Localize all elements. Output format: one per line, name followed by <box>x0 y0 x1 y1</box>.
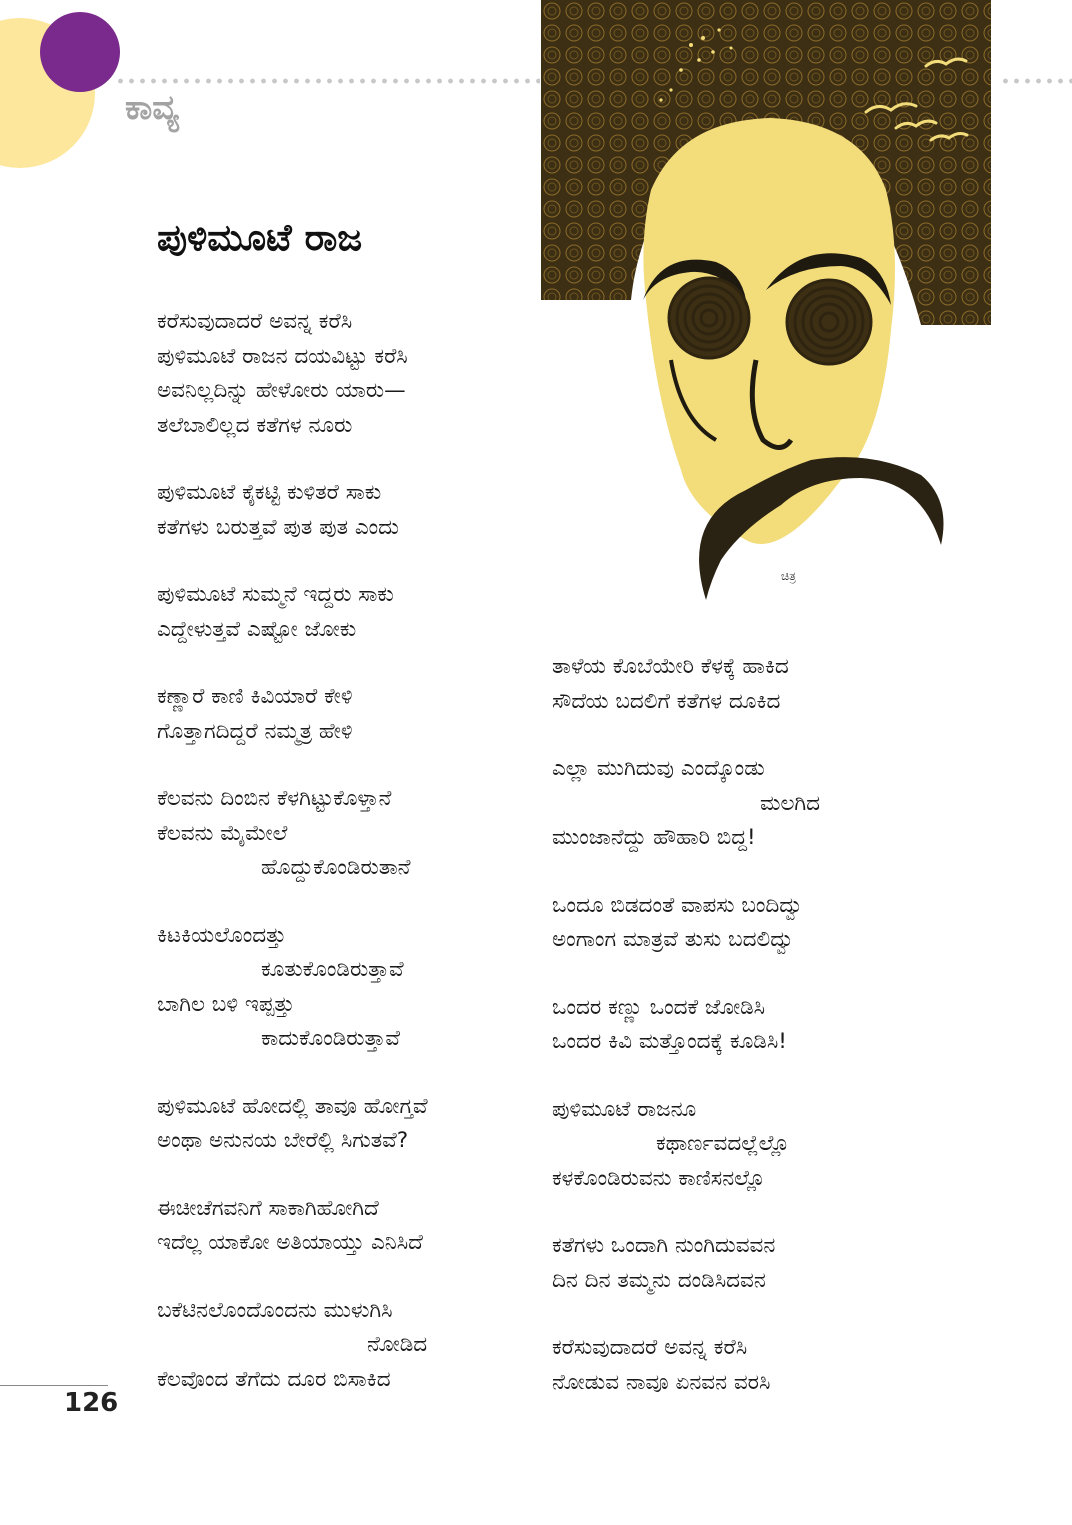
poem-column-left <box>157 305 537 1430</box>
poem-line: ತಲೆಬಾಲಿಲ್ಲದ ಕತೆಗಳ ನೂರು <box>157 412 353 438</box>
poem-column-right <box>552 650 932 1433</box>
poem-line: ಕಾದುಕೊಂಡಿರುತ್ತಾವೆ <box>261 1026 400 1051</box>
poem-line: ಇದೆಲ್ಲ ಯಾಕೋ ಅತಿಯಾಯ್ತು ಎನಿಸಿದೆ <box>157 1230 423 1255</box>
poem-line: ಕತೆಗಳು ಒಂದಾಗಿ ನುಂಗಿದುವವನ <box>552 1233 776 1258</box>
poem-line: ಕೆಲವನು ದಿಂಬಿನ ಕೆಳಗಿಟ್ಟುಕೊಳ್ತಾನೆ <box>157 786 392 811</box>
eye-right <box>787 280 871 364</box>
eye-left <box>669 278 749 358</box>
poem-stanza <box>552 752 932 856</box>
poem-stanza <box>157 919 537 1057</box>
section-label: ಕಾವ್ಯ <box>125 88 179 128</box>
poem-line: ಬಾಗಿಲ ಬಳಿ ಇಪ್ಪತ್ತು <box>157 991 295 1017</box>
poem-line: ಹೊದ್ದುಕೊಂಡಿರುತಾನೆ <box>261 855 411 880</box>
poem-line: ಕರೆಸುವುದಾದರೆ ಅವನ್ನ ಕರೆಸಿ <box>552 1335 748 1360</box>
poem-line: ಒಂದರ ಕಿವಿ ಮತ್ತೊಂದಕ್ಕೆ ಕೂಡಿಸಿ! <box>552 1029 787 1054</box>
poem-line: ಒಂದೂ ಬಿಡದಂತೆ ವಾಪಸು ಬಂದಿದ್ವು <box>552 892 804 918</box>
poem-line: ಈಚೀಚೆಗವನಿಗೆ ಸಾಕಾಗಿಹೋಗಿದೆ <box>157 1195 379 1221</box>
poem-line: ಕತೆಗಳು ಬರುತ್ತವೆ ಪುತ ಪುತ ಎಂದು <box>157 514 399 540</box>
poem-line: ಎಲ್ಲಾ ಮುಗಿದುವು ಎಂದ್ಕೊಂಡು <box>552 756 765 781</box>
poem-stanza <box>552 650 932 719</box>
illustration-man-with-moustache <box>541 0 991 620</box>
poem-line: ಪುಳಿಮೂಟೆ ರಾಜನ ದಯವಿಟ್ಟು ಕರೆಸಿ <box>157 343 408 369</box>
poem-stanza <box>157 1294 537 1398</box>
poem-line: ಕಳಕೊಂಡಿರುವನು ಕಾಣಿಸನಲ್ಲೊ <box>552 1165 766 1191</box>
poem-line: ಸೌದೆಯ ಬದಲಿಗೆ ಕತೆಗಳ ದೂಕಿದ <box>552 688 781 714</box>
poem-line: ಕೆಲವೊಂದ ತೆಗೆದು ದೂರ ಬಿಸಾಕಿದ <box>157 1366 391 1392</box>
poem-stanza <box>157 578 537 647</box>
poem-stanza <box>552 1229 932 1298</box>
poem-line: ಕಥಾರ್ಣವದಲ್ಲೆಲ್ಲೊ <box>656 1131 790 1156</box>
poem-line: ಕಿಟಕಿಯಲೊಂದತ್ತು <box>157 922 287 948</box>
poem-line: ಎದ್ದೇಳುತ್ತವೆ ಎಷ್ಟೋ ಜೋಕು <box>157 616 357 642</box>
poem-stanza <box>552 889 932 958</box>
poem-line: ಗೊತ್ತಾಗದಿದ್ದರೆ ನಮ್ಮತ್ರ ಹೇಳಿ <box>157 718 353 744</box>
poem-line: ನೋಡುವ ನಾವೂ ಏನವನ ವರಸಿ <box>552 1369 771 1395</box>
poem-stanza <box>157 1192 537 1261</box>
poem-stanza <box>552 991 932 1060</box>
decorative-circle-purple <box>40 12 120 92</box>
poem-line: ಕರೆಸುವುದಾದರೆ ಅವನ್ನ ಕರೆಸಿ <box>157 309 353 334</box>
poem-line: ಪುಳಿಮೂಟೆ ಹೋದಲ್ಲಿ ತಾವೂ ಹೋಗ್ತವೆ <box>157 1093 428 1119</box>
poem-line: ಮಲಗಿದ <box>760 790 821 816</box>
poem-stanza <box>157 305 537 443</box>
poem-stanza <box>552 1331 932 1400</box>
poem-line: ಅಂಥಾ ಅನುನಯ ಬೇರೆಲ್ಲಿ ಸಿಗುತವೆ? <box>157 1128 409 1153</box>
poem-line: ಕೂತುಕೊಂಡಿರುತ್ತಾವೆ <box>261 957 404 982</box>
illustration-signature: ಚಿತ್ರ <box>781 569 796 583</box>
poem-line: ಪುಳಿಮೂಟೆ ಸುಮ್ಮನೆ ಇದ್ದರು ಸಾಕು <box>157 582 394 607</box>
poem-stanza <box>157 476 537 545</box>
poem-stanza <box>157 1090 537 1159</box>
poem-line: ಒಂದರ ಕಣ್ಣು ಒಂದಕೆ ಜೋಡಿಸಿ <box>552 994 766 1020</box>
poem-stanza <box>157 680 537 749</box>
poem-line: ಕಣ್ಣಾರೆ ಕಾಣಿ ಕಿವಿಯಾರೆ ಕೇಳಿ <box>157 684 353 709</box>
poem-line: ಕೆಲವನು ಮೈಮೇಲೆ <box>157 820 288 846</box>
dotted-divider-left <box>115 78 540 84</box>
page-number: 126 <box>64 1388 119 1418</box>
poem-line: ದಿನ ದಿನ ತಮ್ಮನು ದಂಡಿಸಿದವನ <box>552 1267 766 1293</box>
poem-stanza <box>552 1093 932 1197</box>
poem-line: ಪುಳಿಮೂಟೆ ರಾಜನೂ <box>552 1096 697 1122</box>
poem-line: ಅವನಿಲ್ಲದಿನ್ನು ಹೇಳೋರು ಯಾರು— <box>157 378 406 403</box>
poem-line: ನೋಡಿದ <box>367 1332 428 1357</box>
poem-line: ಮುಂಜಾನೆದ್ದು ಹೌಹಾರಿ ಬಿದ್ದ! <box>552 825 756 850</box>
poem-title: ಪುಳಿಮೂಟೆ ರಾಜ <box>157 216 363 259</box>
poem-line: ಬಕೆಟಿನಲೊಂದೊಂದನು ಮುಳುಗಿಸಿ <box>157 1297 393 1323</box>
poem-stanza <box>157 782 537 886</box>
dotted-divider-right <box>1000 78 1072 84</box>
poem-line: ಅಂಗಾಂಗ ಮಾತ್ರವೆ ತುಸು ಬದಲಿದ್ವು <box>552 927 795 952</box>
page-rule <box>0 1385 108 1386</box>
poem-line: ಪುಳಿಮೂಟೆ ಕೈಕಟ್ಟಿ ಕುಳಿತರೆ ಸಾಕು <box>157 480 382 505</box>
poem-line: ತಾಳೆಯ ಕೊಬೆಯೇರಿ ಕೆಳಕ್ಕೆ ಹಾಕಿದ <box>552 654 789 679</box>
